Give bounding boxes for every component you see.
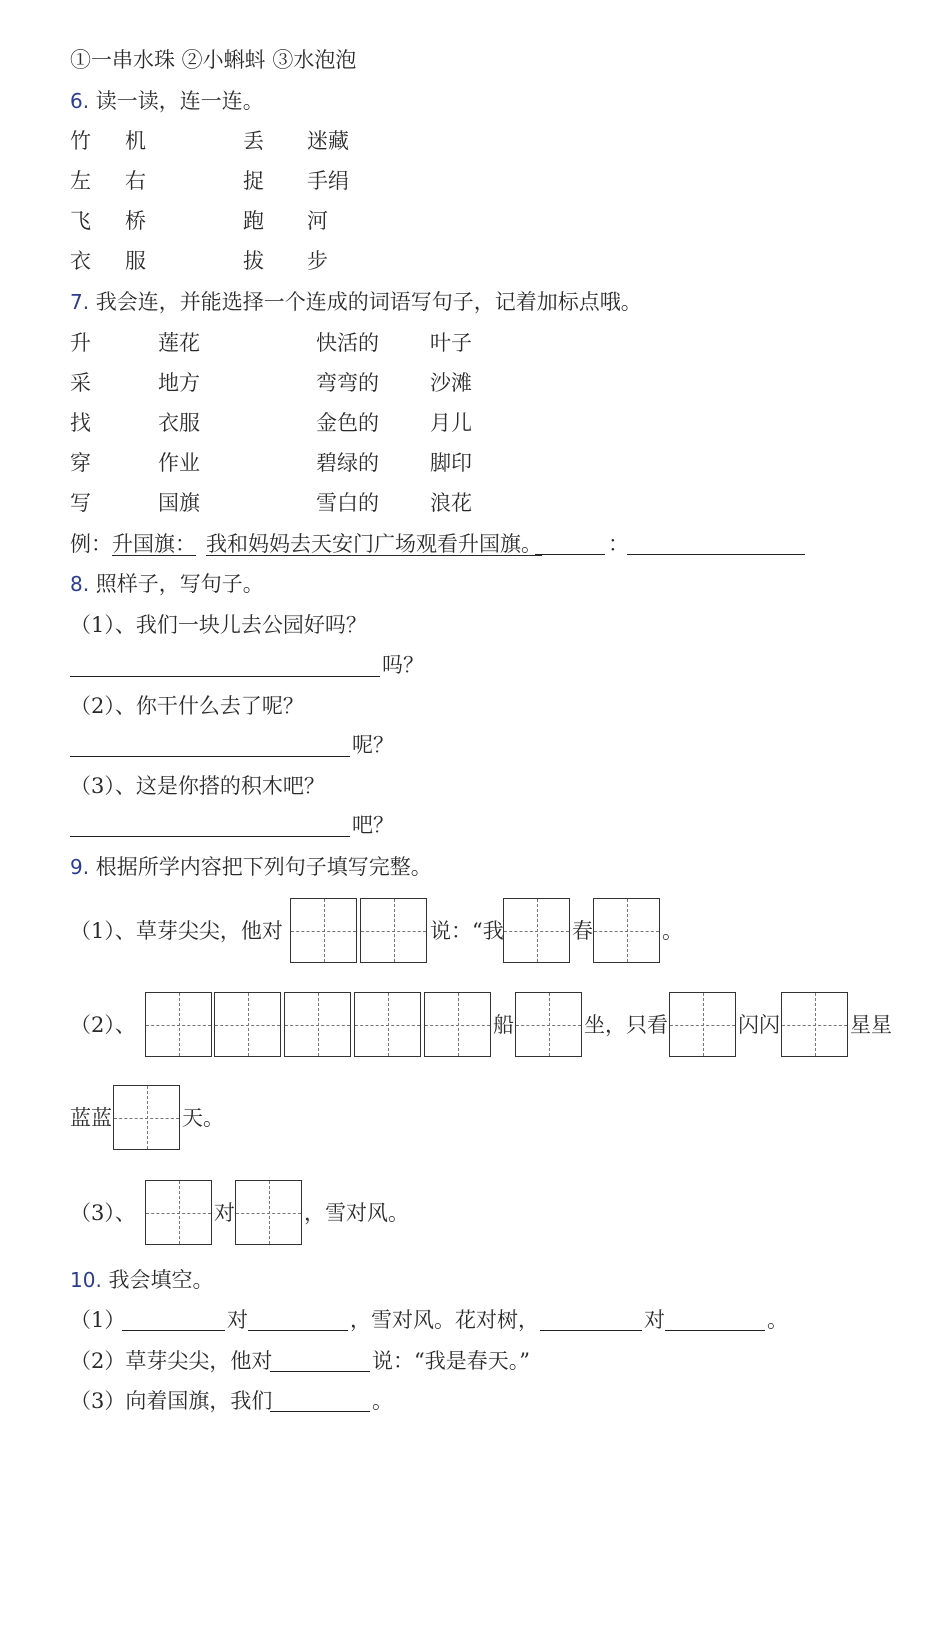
q6-cell: 步 [307,249,328,273]
answer-blank-word[interactable] [535,554,605,555]
q7-cell: 穿 [70,451,91,475]
q7-cell: 雪白的 [316,491,379,515]
q10-title: 我会填空。 [108,1268,214,1292]
answer-blank[interactable] [665,1330,765,1331]
answer-blank[interactable] [270,1371,370,1372]
q9-s2-chuan: 船 [493,1013,514,1037]
q7-cell: 月儿 [430,411,472,435]
q9-s3-label: （3）、 [70,1201,136,1225]
q6-cell: 机 [125,129,146,153]
colon: ： [608,532,629,556]
q9-s1-chun: 春 [572,919,593,943]
answer-blank[interactable] [70,756,350,757]
q6-cell: 跑 [243,209,264,233]
q9-s1-label: （1）、草芽尖尖，他对 [70,919,283,943]
q8-title: 照样子，写句子。 [95,572,264,596]
q6-cell: 右 [125,169,146,193]
q10-number: 10. [70,1268,102,1292]
tianzige-box[interactable] [235,1180,302,1245]
q6-heading [70,91,264,112]
q9-s2-shan: 闪闪 [738,1013,780,1037]
q7-number: 7. [70,290,90,314]
tianzige-box[interactable] [669,992,736,1057]
answer-blank[interactable] [70,836,350,837]
q9-s2-zuo: 坐，只看 [584,1013,668,1037]
q6-title: 读一读，连一连。 [95,89,264,113]
q10-l1-dui2: 对 [644,1308,665,1332]
tianzige-box[interactable] [113,1085,180,1150]
q7-cell: 找 [70,411,91,435]
q6-cell: 服 [125,249,146,273]
q8-ending-3: 吧？ [352,813,394,837]
tianzige-box[interactable] [214,992,281,1057]
answer-blank[interactable] [122,1330,225,1331]
q7-cell: 升 [70,331,91,355]
tianzige-box[interactable] [145,992,212,1057]
q7-cell: 作业 [158,451,200,475]
tianzige-box[interactable] [360,898,427,963]
q7-cell: 写 [70,491,91,515]
q8-heading [70,574,264,595]
q6-cell: 捉 [243,169,264,193]
q10-l3-end: 。 [372,1389,393,1413]
q7-cell: 地方 [158,371,200,395]
q7-cell: 衣服 [158,411,200,435]
q9-s2-xing: 星星 [850,1013,892,1037]
q9-title: 根据所学内容把下列句子填写完整。 [95,855,432,879]
q7-cell: 沙滩 [430,371,472,395]
q9-heading [70,857,432,878]
q10-l1-end: 。 [767,1308,788,1332]
q7-example [70,534,542,555]
tianzige-box[interactable] [781,992,848,1057]
example-word: 升国旗： [112,532,196,556]
example-sentence: 我和妈妈去天安门广场观看升国旗。 [206,532,542,556]
q6-cell: 飞 [70,209,91,233]
q5-options: ①一串水珠 ②小蝌蚪 ③水泡泡 [70,48,357,72]
q8-prompt-3: （3）、这是你搭的积木吧？ [70,774,325,798]
tianzige-box[interactable] [593,898,660,963]
q7-heading [70,292,642,313]
q6-cell: 衣 [70,249,91,273]
q7-cell: 叶子 [430,331,472,355]
tianzige-box[interactable] [424,992,491,1057]
q9-s1-mid: 说：“我 [430,919,504,943]
q10-l1-label: （1） [70,1308,126,1332]
q8-prompt-2: （2）、你干什么去了呢？ [70,694,304,718]
q9-s2-tian: 天。 [182,1106,224,1130]
tianzige-box[interactable] [290,898,357,963]
q6-number: 6. [70,89,90,113]
q6-cell: 竹 [70,129,91,153]
q8-ending-2: 呢？ [352,733,394,757]
q9-number: 9. [70,855,90,879]
q9-s1-end: 。 [662,919,683,943]
answer-blank[interactable] [70,676,380,677]
q7-cell: 浪花 [430,491,472,515]
q7-cell: 碧绿的 [316,451,379,475]
q9-s3-dui: 对 [214,1201,235,1225]
q10-heading [70,1270,214,1291]
answer-blank-sentence[interactable] [627,554,805,555]
q6-cell: 河 [307,209,328,233]
q8-ending-1: 吗？ [382,653,424,677]
tianzige-box[interactable] [515,992,582,1057]
q6-cell: 拔 [243,249,264,273]
q10-l2-end: 说：“我是春天。” [372,1349,530,1373]
q7-cell: 国旗 [158,491,200,515]
q6-cell: 迷藏 [307,129,349,153]
tianzige-box[interactable] [284,992,351,1057]
example-label: 例： [70,532,112,556]
answer-blank[interactable] [248,1330,348,1331]
q9-s3-end: ，雪对风。 [304,1201,409,1225]
answer-blank[interactable] [270,1411,370,1412]
q6-cell: 左 [70,169,91,193]
q7-cell: 弯弯的 [316,371,379,395]
q7-cell: 快活的 [316,331,379,355]
q10-l1-dui1: 对 [227,1308,248,1332]
q10-l1-mid: ，雪对风。花对树， [350,1308,539,1332]
q7-cell: 莲花 [158,331,200,355]
q7-cell: 金色的 [316,411,379,435]
q7-title: 我会连，并能选择一个连成的词语写句子，记着加标点哦。 [95,290,642,314]
answer-blank[interactable] [540,1330,642,1331]
q10-l2-label: （2）草芽尖尖，他对 [70,1349,273,1373]
q9-s2-label: （2）、 [70,1013,136,1037]
q8-prompt-1: （1）、我们一块儿去公园好吗？ [70,613,367,637]
q7-cell: 采 [70,371,91,395]
q9-s2-lan: 蓝蓝 [70,1106,112,1130]
tianzige-box[interactable] [503,898,570,963]
q7-cell: 脚印 [430,451,472,475]
tianzige-box[interactable] [354,992,421,1057]
q6-cell: 桥 [125,209,146,233]
q10-l3-label: （3）向着国旗，我们 [70,1389,273,1413]
q6-cell: 丢 [243,129,264,153]
q8-number: 8. [70,572,90,596]
q6-cell: 手绢 [307,169,349,193]
tianzige-box[interactable] [145,1180,212,1245]
